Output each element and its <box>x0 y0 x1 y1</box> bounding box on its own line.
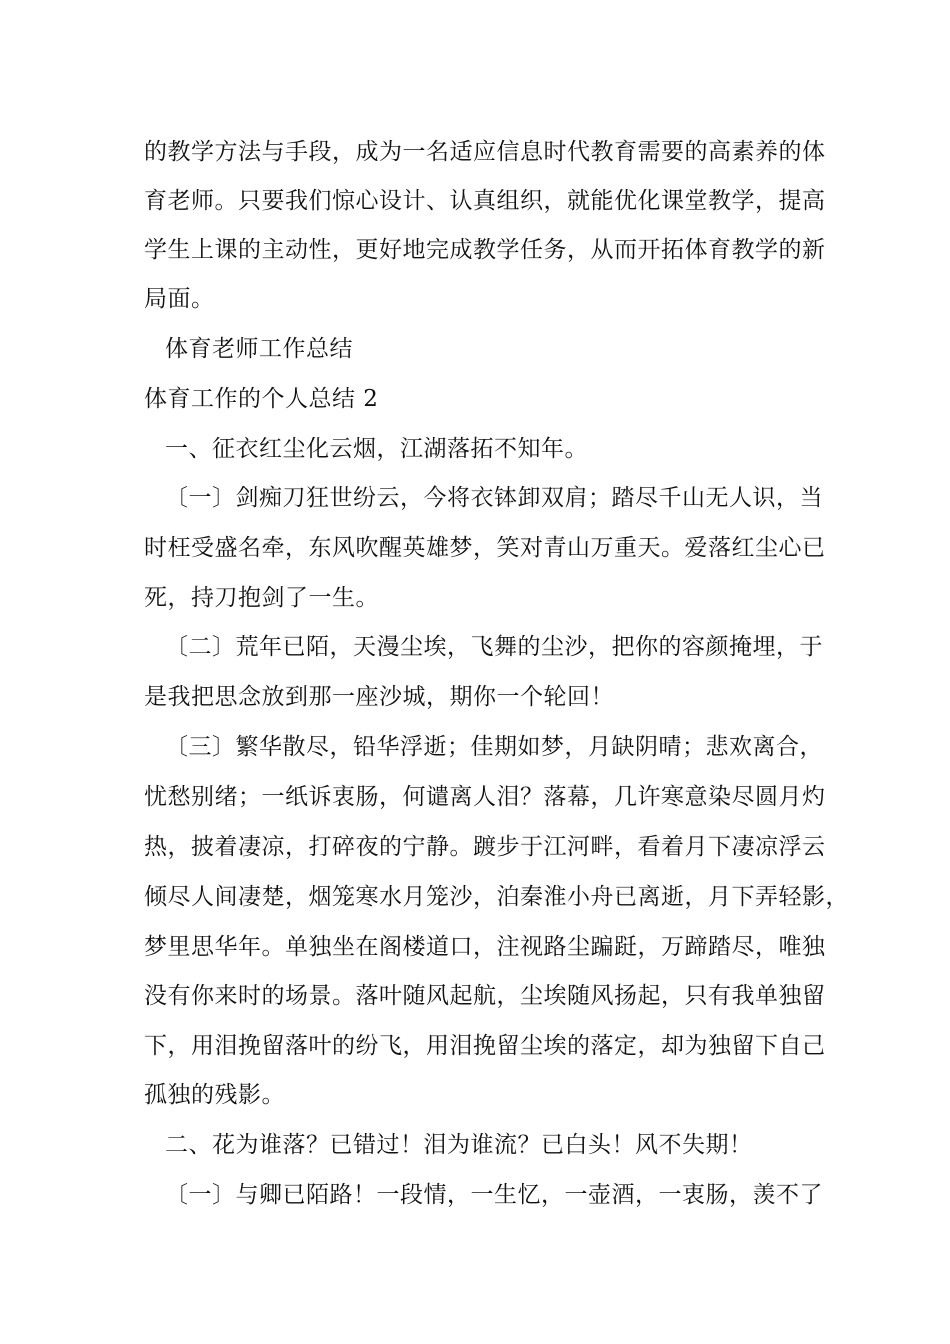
section-heading: 体育工作的个人总结 2 <box>144 386 379 412</box>
body-line: 热，披着凄凉，打碎夜的宁静。踱步于江河畔，看着月下凄凉浮云 <box>144 834 826 860</box>
part-heading-1: 一、征衣红尘化云烟，江湖落拓不知年。 <box>165 436 588 462</box>
body-line: 育老师。只要我们惊心设计、认真组织，就能优化课堂教学，提高 <box>144 188 826 214</box>
body-line: 〔一〕剑痴刀狂世纷云，今将衣钵卸双肩；踏尽千山无人识，当 <box>165 485 823 511</box>
body-line: 学生上课的主动性，更好地完成教学任务，从而开拓体育教学的新 <box>144 237 826 263</box>
body-line: 〔三〕繁华散尽，铅华浮逝；佳期如梦，月缺阴晴；悲欢离合， <box>165 734 823 760</box>
body-line: 是我把思念放到那一座沙城，期你一个轮回！ <box>144 684 614 710</box>
body-line: 〔一〕与卿已陌路！一段情，一生忆，一壶酒，一衷肠，羡不了 <box>165 1182 823 1208</box>
body-line: 的教学方法与手段，成为一名适应信息时代教育需要的高素养的体 <box>144 139 826 165</box>
body-line: 忧愁别绪；一纸诉衷肠，何谴离人泪？落幕，几许寒意染尽圆月灼 <box>144 784 826 810</box>
body-line: 时枉受盛名牵，东风吹醒英雄梦，笑对青山万重天。爱落红尘心已 <box>144 535 826 561</box>
body-line: 没有你来时的场景。落叶随风起航，尘埃随风扬起，只有我单独留 <box>144 983 826 1009</box>
body-line: 梦里思华年。单独坐在阁楼道口，注视路尘蹁跹，万蹄踏尽，唯独 <box>144 934 826 960</box>
body-line: 死，持刀抱剑了一生。 <box>144 585 379 611</box>
body-line: 孤独的残影。 <box>144 1082 285 1108</box>
body-line: 局面。 <box>144 286 215 312</box>
section-title: 体育老师工作总结 <box>165 336 353 362</box>
body-line: 倾尽人间凄楚，烟笼寒水月笼沙，泊秦淮小舟已离逝，月下弄轻影， <box>144 884 849 910</box>
part-heading-2: 二、花为谁落？已错过！泪为谁流？已白头！风不失期！ <box>165 1132 753 1158</box>
body-line: 〔二〕荒年已陌，天漫尘埃，飞舞的尘沙，把你的容颜掩埋，于 <box>165 634 823 660</box>
body-line: 下，用泪挽留落叶的纷飞，用泪挽留尘埃的落定，却为独留下自己 <box>144 1033 826 1059</box>
